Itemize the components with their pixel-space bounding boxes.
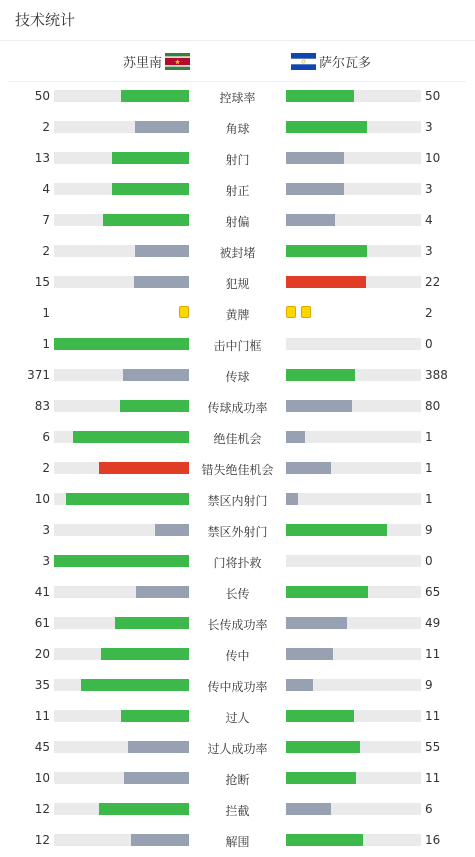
away-value: 3: [425, 120, 433, 134]
away-bar-fill: [286, 152, 344, 164]
home-value: 2: [42, 120, 50, 134]
stat-label: 射偏: [225, 215, 250, 229]
stat-row: [0, 273, 475, 293]
stat-label: 错失绝佳机会: [201, 463, 274, 477]
away-bar-fill: [286, 586, 368, 598]
stat-label: 传中: [225, 649, 250, 663]
home-bar-fill: [81, 679, 189, 691]
home-value: 2: [42, 461, 50, 475]
stat-row: [0, 459, 475, 479]
home-value: 4: [42, 182, 50, 196]
stat-row: [0, 676, 475, 696]
home-value: 371: [27, 368, 50, 382]
home-bar-track: [54, 648, 189, 660]
home-value: 1: [42, 306, 50, 320]
home-bar-track: [54, 741, 189, 753]
stat-row: [0, 118, 475, 138]
away-value: 50: [425, 89, 441, 103]
stat-row: [0, 428, 475, 448]
home-bar-fill: [112, 183, 189, 195]
stat-row: [0, 490, 475, 510]
home-bar-fill: [124, 772, 189, 784]
stat-label: 门将扑救: [213, 556, 262, 570]
home-value: 6: [42, 430, 50, 444]
stat-row: [0, 800, 475, 820]
home-bar-fill: [131, 834, 189, 846]
home-bar-fill: [134, 276, 189, 288]
stat-row: [0, 552, 475, 572]
home-bar-track: [54, 121, 189, 133]
home-bar-track: [54, 555, 189, 567]
stat-label: 角球: [225, 122, 250, 136]
away-bar-fill: [286, 617, 347, 629]
stat-label: 传球: [225, 370, 250, 384]
home-value: 12: [34, 833, 50, 847]
stat-label: 黄牌: [225, 308, 250, 322]
home-bar-fill: [155, 524, 189, 536]
home-bar-fill: [123, 369, 189, 381]
stat-row: [0, 521, 475, 541]
away-value: 11: [425, 647, 441, 661]
home-bar-fill: [101, 648, 189, 660]
home-value: 1: [42, 337, 50, 351]
stat-label: 过人成功率: [207, 742, 268, 756]
away-value: 2: [425, 306, 433, 320]
home-bar-track: [54, 245, 189, 257]
away-value: 11: [425, 771, 441, 785]
yellow-card-icon: [286, 306, 296, 318]
away-bar-fill: [286, 183, 344, 195]
home-value: 61: [34, 616, 50, 630]
away-bar-fill: [286, 431, 305, 443]
home-bar-track: [54, 183, 189, 195]
stat-row: [0, 304, 475, 324]
stat-label: 长传成功率: [207, 618, 268, 632]
away-bar-fill: [286, 400, 352, 412]
away-bar-track: [286, 741, 421, 753]
away-bar-fill: [286, 493, 298, 505]
away-value: 55: [425, 740, 441, 754]
away-bar-track: [286, 338, 421, 350]
stat-label: 绝佳机会: [213, 432, 262, 446]
stat-label: 被封堵: [219, 246, 256, 260]
home-bar-track: [54, 90, 189, 102]
away-value: 9: [425, 678, 433, 692]
stat-label: 禁区外射门: [207, 525, 268, 539]
away-team-name: 萨尔瓦多: [319, 55, 372, 71]
stat-row: [0, 707, 475, 727]
home-value: 10: [34, 492, 50, 506]
home-value: 3: [42, 554, 50, 568]
stat-label: 控球率: [219, 91, 256, 105]
home-bar-fill: [99, 803, 189, 815]
home-value: 3: [42, 523, 50, 537]
home-value: 41: [34, 585, 50, 599]
home-value: 7: [42, 213, 50, 227]
stat-row: [0, 180, 475, 200]
home-bar-track: [54, 400, 189, 412]
home-value: 12: [34, 802, 50, 816]
stat-label: 长传: [225, 587, 250, 601]
home-bar-fill: [99, 462, 189, 474]
stat-row: [0, 614, 475, 634]
away-bar-track: [286, 772, 421, 784]
home-bar-track: [54, 276, 189, 288]
home-bar-fill: [121, 90, 189, 102]
away-value: 1: [425, 492, 433, 506]
away-bar-track: [286, 369, 421, 381]
away-value: 4: [425, 213, 433, 227]
home-bar-track: [54, 338, 189, 350]
home-value: 10: [34, 771, 50, 785]
away-bar-track: [286, 214, 421, 226]
away-bar-track: [286, 400, 421, 412]
home-bar-track: [54, 679, 189, 691]
home-team: [123, 52, 190, 70]
stat-label: 过人: [225, 711, 250, 725]
el-salvador-flag-icon: [291, 53, 316, 70]
away-bar-fill: [286, 462, 331, 474]
away-value: 65: [425, 585, 441, 599]
away-value: 22: [425, 275, 441, 289]
yellow-card-icon: [179, 306, 189, 318]
home-bar-track: [54, 803, 189, 815]
stat-label: 传球成功率: [207, 401, 268, 415]
home-bar-track: [54, 369, 189, 381]
away-bar-track: [286, 834, 421, 846]
stat-label: 解围: [225, 835, 250, 849]
away-value: 1: [425, 461, 433, 475]
home-bar-track: [54, 710, 189, 722]
away-value: 1: [425, 430, 433, 444]
header-divider: [8, 81, 466, 82]
away-bar-fill: [286, 710, 354, 722]
home-bar-track: [54, 214, 189, 226]
away-value: 9: [425, 523, 433, 537]
away-bar-track: [286, 617, 421, 629]
stat-row: [0, 645, 475, 665]
away-value: 6: [425, 802, 433, 816]
away-bar-fill: [286, 772, 356, 784]
home-bar-track: [54, 152, 189, 164]
away-value: 80: [425, 399, 441, 413]
away-value: 0: [425, 554, 433, 568]
stat-row: [0, 87, 475, 107]
home-bar-fill: [73, 431, 189, 443]
home-value: 2: [42, 244, 50, 258]
home-value: 13: [34, 151, 50, 165]
suriname-flag-icon: [165, 53, 190, 70]
away-bar-track: [286, 276, 421, 288]
away-bar-track: [286, 493, 421, 505]
away-bar-fill: [286, 803, 331, 815]
home-bar-track: [54, 834, 189, 846]
away-bar-track: [286, 152, 421, 164]
stat-row: [0, 583, 475, 603]
yellow-card-icon: [301, 306, 311, 318]
away-bar-track: [286, 121, 421, 133]
home-team-name: 苏里南: [122, 55, 162, 71]
away-value: 3: [425, 182, 433, 196]
home-bar-fill: [136, 586, 189, 598]
home-bar-fill: [112, 152, 189, 164]
away-bar-track: [286, 648, 421, 660]
home-bar-track: [54, 586, 189, 598]
home-bar-fill: [54, 338, 189, 350]
home-bar-track: [54, 462, 189, 474]
stat-row: [0, 149, 475, 169]
away-bar-track: [286, 90, 421, 102]
home-bar-track: [54, 493, 189, 505]
home-bar-fill: [135, 245, 189, 257]
page-title: 技术统计: [15, 11, 76, 29]
away-team: [291, 52, 371, 70]
stat-row: [0, 397, 475, 417]
away-bar-fill: [286, 214, 335, 226]
away-bar-fill: [286, 648, 333, 660]
away-bar-track: [286, 245, 421, 257]
stat-label: 传中成功率: [207, 680, 268, 694]
away-bar-fill: [286, 741, 360, 753]
home-value: 45: [34, 740, 50, 754]
stat-label: 犯规: [225, 277, 250, 291]
home-bar-track: [54, 772, 189, 784]
stat-row: [0, 242, 475, 262]
away-bar-fill: [286, 524, 387, 536]
home-value: 11: [34, 709, 50, 723]
stat-label: 拦截: [225, 804, 250, 818]
away-bar-fill: [286, 679, 313, 691]
stat-row: [0, 211, 475, 231]
home-bar-fill: [120, 400, 189, 412]
stat-row: [0, 335, 475, 355]
away-value: 10: [425, 151, 441, 165]
stat-row: [0, 738, 475, 758]
away-bar-track: [286, 803, 421, 815]
home-bar-fill: [128, 741, 189, 753]
stat-label: 击中门框: [213, 339, 262, 353]
home-bar-fill: [135, 121, 189, 133]
away-value: 49: [425, 616, 441, 630]
away-value: 16: [425, 833, 441, 847]
away-bar-track: [286, 462, 421, 474]
home-value: 15: [34, 275, 50, 289]
stat-row: [0, 831, 475, 851]
title-divider: [0, 40, 475, 41]
away-bar-fill: [286, 121, 367, 133]
away-bar-fill: [286, 245, 367, 257]
away-bar-fill: [286, 276, 366, 288]
home-bar-fill: [54, 555, 189, 567]
away-bar-fill: [286, 369, 355, 381]
home-value: 20: [34, 647, 50, 661]
away-bar-track: [286, 431, 421, 443]
away-value: 3: [425, 244, 433, 258]
stat-label: 抢断: [225, 773, 250, 787]
home-bar-track: [54, 524, 189, 536]
stat-row: [0, 769, 475, 789]
stat-label: 射正: [225, 184, 250, 198]
home-bar-fill: [121, 710, 189, 722]
away-bar-track: [286, 679, 421, 691]
stat-label: 射门: [225, 153, 250, 167]
stat-label: 禁区内射门: [207, 494, 268, 508]
home-bar-fill: [115, 617, 189, 629]
away-bar-fill: [286, 90, 354, 102]
away-bar-track: [286, 524, 421, 536]
home-bar-track: [54, 431, 189, 443]
home-value: 83: [34, 399, 50, 413]
home-bar-fill: [66, 493, 189, 505]
away-value: 11: [425, 709, 441, 723]
away-bar-track: [286, 183, 421, 195]
away-bar-fill: [286, 834, 363, 846]
home-value: 50: [34, 89, 50, 103]
away-value: 388: [425, 368, 448, 382]
stat-row: [0, 366, 475, 386]
away-bar-track: [286, 586, 421, 598]
away-bar-track: [286, 710, 421, 722]
home-bar-fill: [103, 214, 189, 226]
away-value: 0: [425, 337, 433, 351]
away-bar-track: [286, 555, 421, 567]
home-bar-track: [54, 617, 189, 629]
home-value: 35: [34, 678, 50, 692]
